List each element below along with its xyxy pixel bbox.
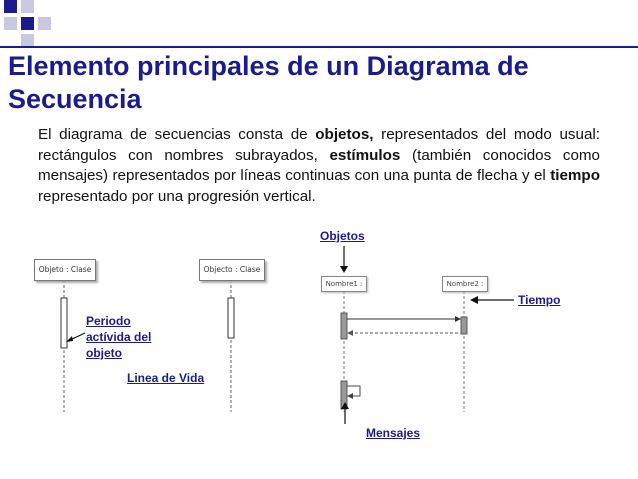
label-objects: Objetos [320,229,365,243]
paragraph-bold-objetos: objetos, [315,126,374,143]
label-lifeline: Linea de Vida [127,371,205,385]
left-object-2: Objecto : Clase [199,259,265,281]
paragraph-bold-tiempo: tiempo [550,167,600,185]
paragraph-part-1: El diagrama de secuencias consta de [38,126,316,143]
paragraph-part-2: representados del modo usual: rectángulos con nombres subrayados, [38,126,600,164]
slide-title: Elemento principales de un Diagrama de Secuencia [8,51,529,114]
right-object-1: Nombre1 : [321,276,367,292]
label-messages: Mensajes [366,426,421,440]
right-object-2: Nombre2 : [442,276,488,292]
paragraph-part-4: representado por una progresión vertical. [38,187,316,205]
paragraph-bold-estimulos: estímulos [329,146,401,164]
label-activation-period: Periodo actívida del objeto [86,314,152,360]
left-object-1: Objeto : Clase [34,259,96,281]
paragraph-part-3: (también conocidos como mensajes) representados por líneas continuas con una punta de flecha y el [38,146,600,185]
label-time: Tiempo [518,293,561,307]
